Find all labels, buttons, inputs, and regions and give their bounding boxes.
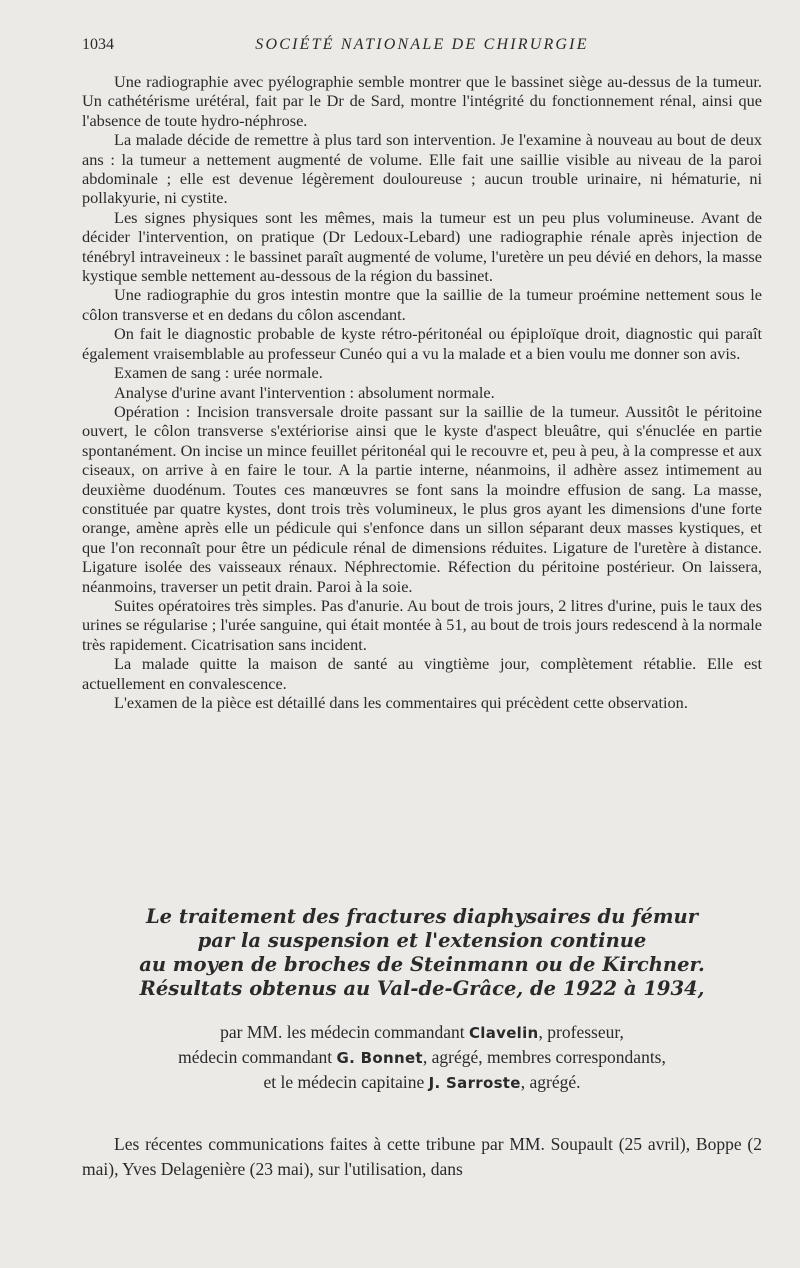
author-text: médecin commandant bbox=[178, 1047, 337, 1067]
author-byline bbox=[82, 1020, 762, 1095]
paragraph: Les signes physiques sont les mêmes, mais la tumeur est un peu plus volumineuse. Avant de décider l'intervention, on pratique (Dr Ledoux-Lebard) une radiographie rénale après injection de ténébryl intraveineux : le bassinet paraît augmenté de volume, l'uretère un peu dévié en dehors, la masse kystique semble nettement au-dessous de la région du bassinet. bbox=[82, 207, 762, 286]
paragraph: Les récentes communications faites à cette tribune par MM. Soupault (25 avril), Boppe (2 mai), Yves Delagenière (23 mai), sur l'utilisation, dans bbox=[82, 1134, 762, 1179]
author-name: J. Sarroste bbox=[428, 1074, 521, 1092]
author-line bbox=[82, 1070, 762, 1095]
paragraph: Une radiographie du gros intestin montre que la saillie de la tumeur proémine nettement sous le côlon transverse et en dedans du côlon ascendant. bbox=[82, 285, 762, 324]
paragraph: On fait le diagnostic probable de kyste rétro-péritonéal ou épiploïque droit, diagnostic qui paraît également vraisemblable au professeur Cunéo qui a vu la malade et a bien voulu me donner son avis. bbox=[82, 324, 762, 363]
author-name: Clavelin bbox=[468, 1024, 539, 1042]
article-title-line: au moyen de broches de Steinmann ou de Kirchner. bbox=[139, 953, 705, 976]
article-body bbox=[82, 1132, 762, 1182]
author-line bbox=[82, 1045, 762, 1070]
author-line bbox=[82, 1020, 762, 1045]
author-text: , agrégé, membres correspondants, bbox=[422, 1047, 666, 1067]
paragraph: Examen de sang : urée normale. bbox=[114, 363, 323, 383]
paragraph: Analyse d'urine avant l'intervention : absolument normale. bbox=[114, 382, 495, 402]
paragraph: Une radiographie avec pyélographie semble montrer que le bassinet siège au-dessus de la tumeur. Un cathétérisme urétéral, fait par le Dr de Sard, montre l'intégrité du fonctionnement rénal, ainsi que l'absence de toute hydro-néphrose. bbox=[82, 72, 762, 130]
author-text: par MM. les médecin commandant bbox=[220, 1022, 469, 1042]
article-title bbox=[82, 905, 762, 1001]
paragraph: La malade quitte la maison de santé au vingtième jour, complètement rétablie. Elle est actuellement en convalescence. bbox=[82, 654, 762, 693]
article-title-line: Le traitement des fractures diaphysaires du fémur bbox=[145, 905, 699, 928]
article-title-line: par la suspension et l'extension continue bbox=[197, 929, 647, 952]
running-title: SOCIÉTÉ NATIONALE DE CHIRURGIE bbox=[255, 36, 589, 53]
author-text: , agrégé. bbox=[520, 1072, 581, 1092]
paragraph: Suites opératoires très simples. Pas d'anurie. Au bout de trois jours, 2 litres d'urine, puis le taux des urines se régularise ; l'urée sanguine, qui était montée à 51, au bout de trois jours redescend à la normale très rapidement. Cicatrisation sans incident. bbox=[82, 595, 762, 654]
paragraph: La malade décide de remettre à plus tard son intervention. Je l'examine à nouveau au bout de deux ans : la tumeur a nettement augmenté de volume. Elle fait une saillie visible au niveau de la paroi abdominale ; elle est devenue légèrement douloureuse ; aucun trouble urinaire, ni hématurie, ni pollakyurie, ni cystite. bbox=[82, 130, 762, 208]
body-text bbox=[82, 72, 762, 712]
page-header bbox=[82, 36, 762, 60]
paragraph: Opération : Incision transversale droite passant sur la saillie de la tumeur. Aussitôt le péritoine ouvert, le côlon transverse s'extériorise ainsi que le kyste d'aspect bleuâtre, qui s'énuclée en partie spontanément. On incise un mince feuillet péritonéal qui le recouvre et, peu à peu, à la compresse et aux ciseaux, on arrive à en faire le tour. A la partie interne, néanmoins, il adhère assez intimement au deuxième duodénum. Toutes ces manœuvres se font sans la moindre effusion de sang. La masse, constituée par quatre kystes, dont trois très volumineux, le plus gros ayant les dimensions d'une forte orange, amène après elle un pédicule qui s'enfonce dans un sillon séparant deux masses kystiques, et que l'on reconnaît pour être un pédicule rénal de dimensions réduites. Ligature de l'uretère à distance. Ligature isolée des vaisseaux rénaux. Néphrectomie. Réfection du péritoine postérieur. On laissera, néanmoins, traverser un petit drain. Paroi à la soie. bbox=[82, 401, 762, 596]
article-title-line: Résultats obtenus au Val-de-Grâce, de 1922 à 1934, bbox=[139, 977, 705, 1000]
author-text: , professeur, bbox=[538, 1022, 624, 1042]
author-name: G. Bonnet bbox=[336, 1049, 423, 1067]
author-text: et le médecin capitaine bbox=[263, 1072, 429, 1092]
page-number: 1034 bbox=[82, 36, 114, 53]
paragraph: L'examen de la pièce est détaillé dans les commentaires qui précèdent cette observation. bbox=[114, 693, 688, 712]
